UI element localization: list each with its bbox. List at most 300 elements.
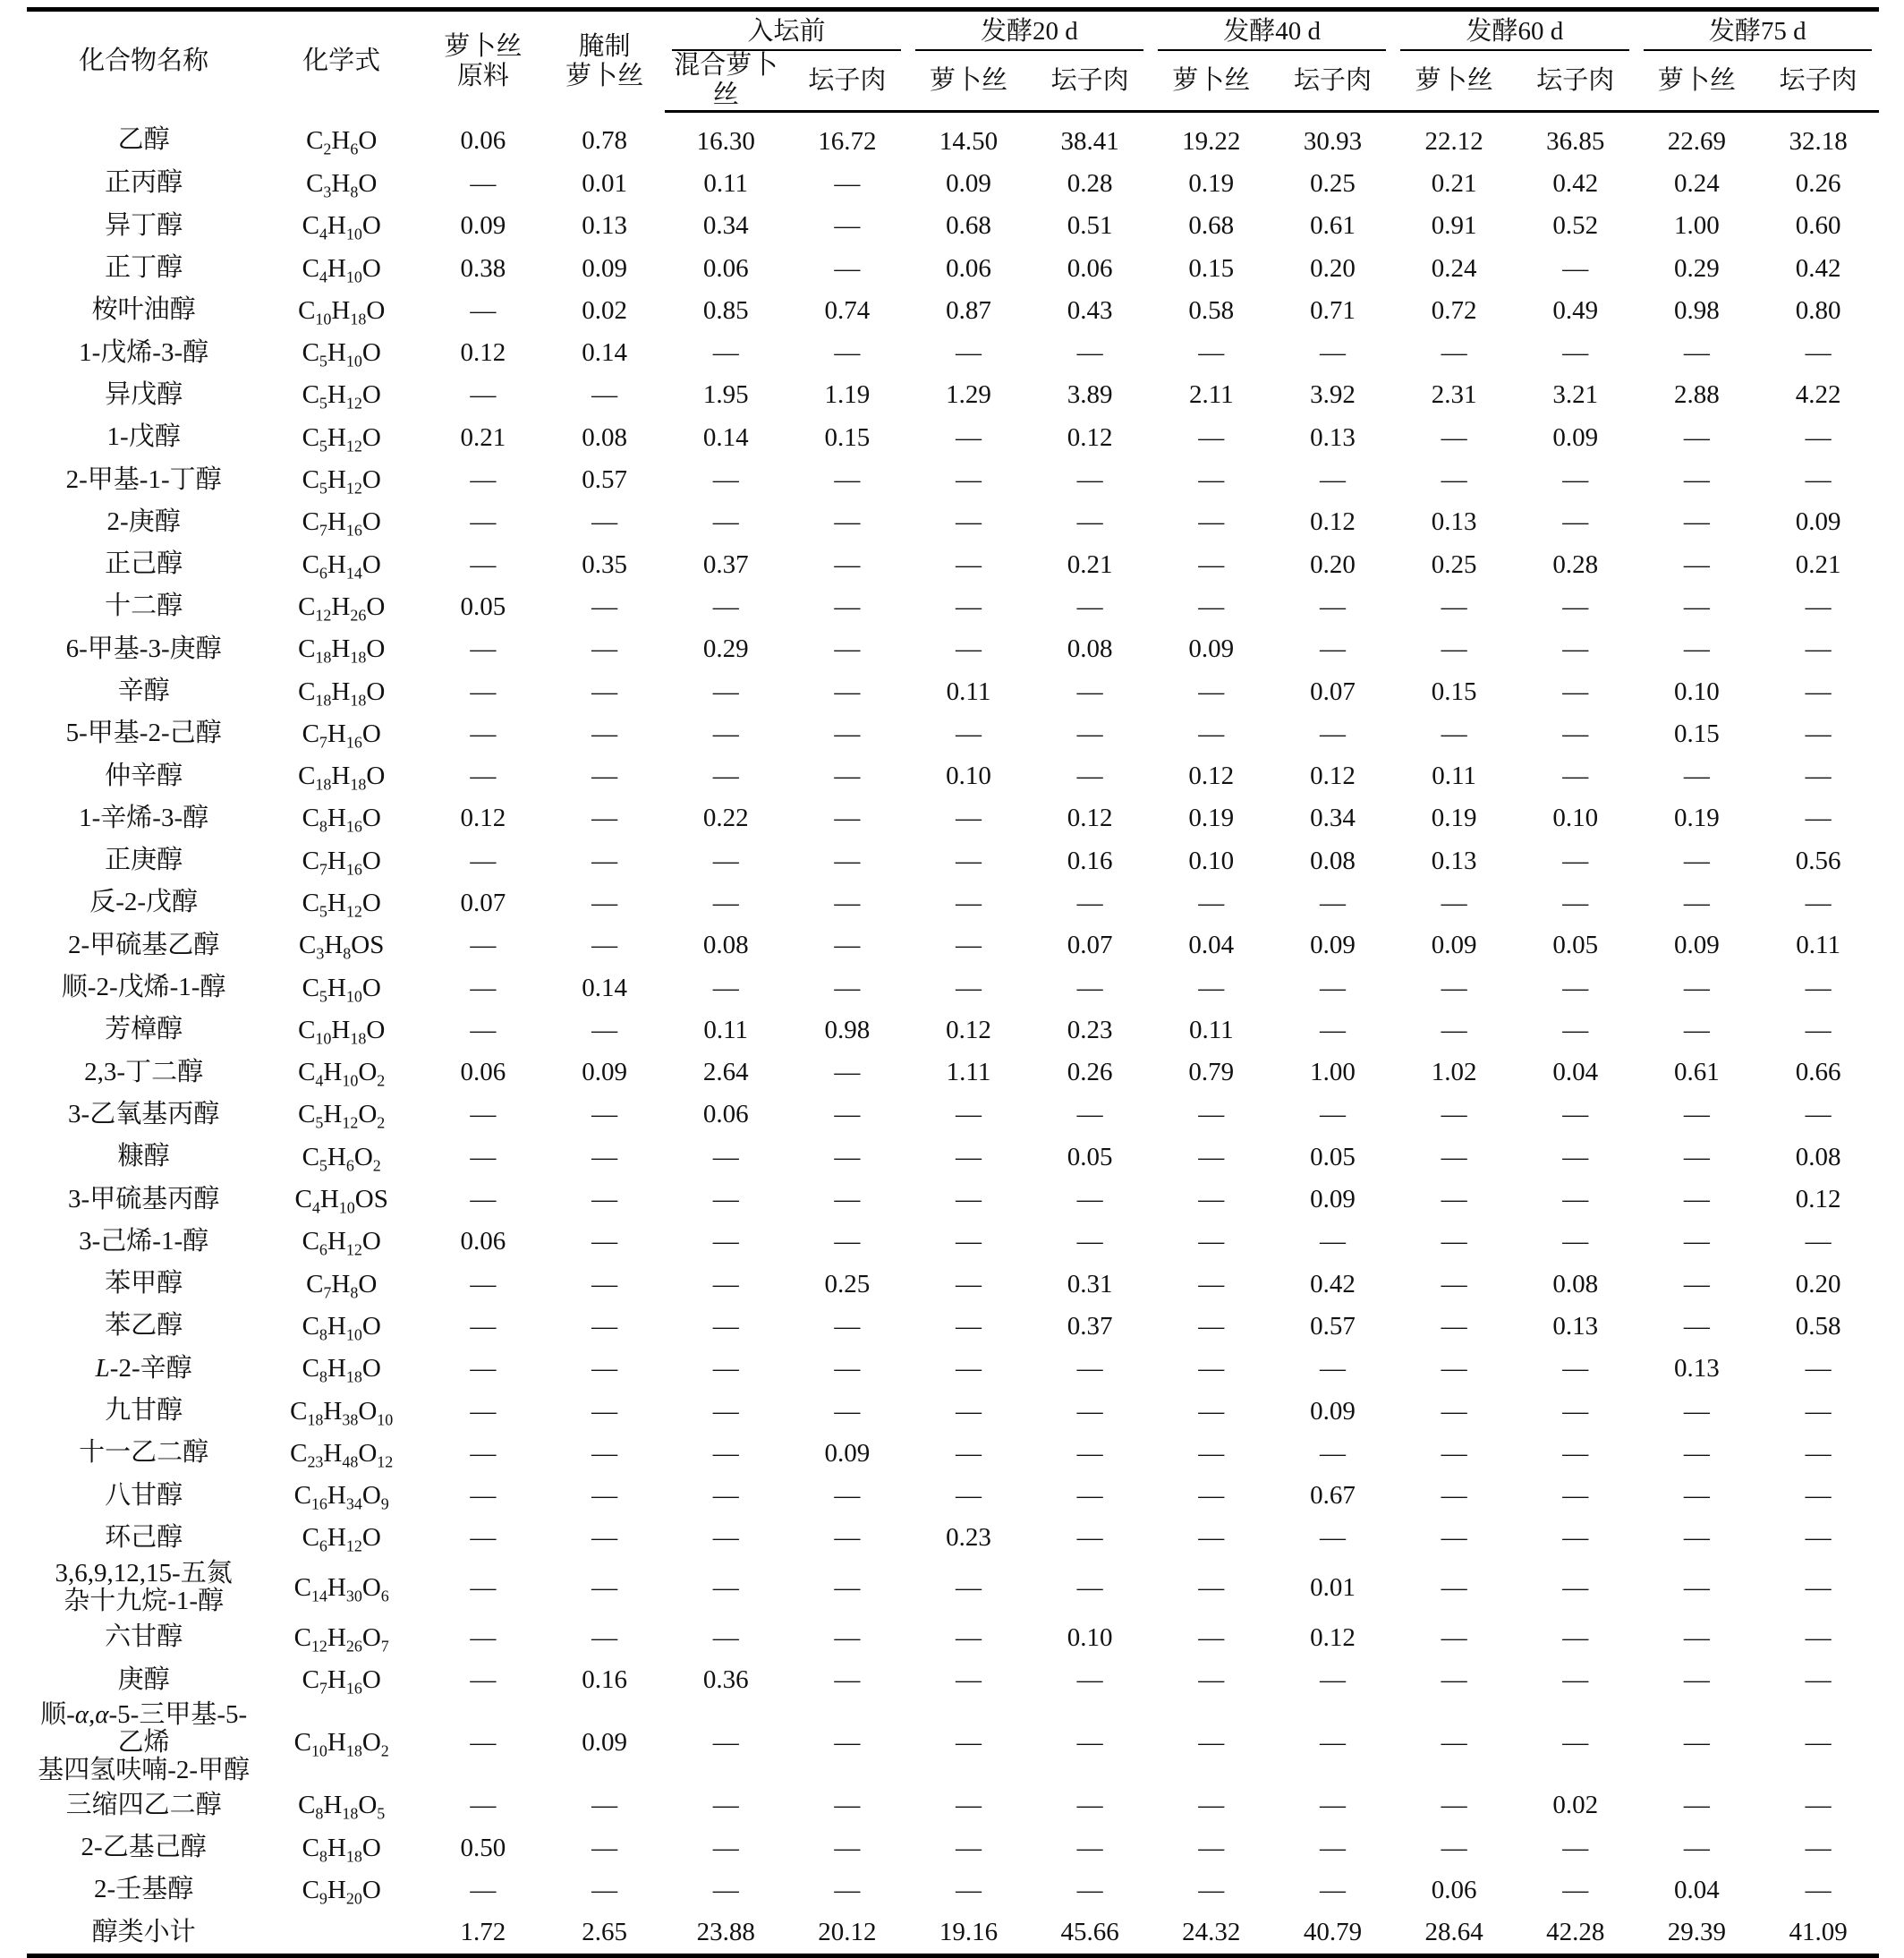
value-cell: —: [1562, 1481, 1589, 1511]
formula-cell: $C_5H_{12}O$: [302, 465, 381, 498]
value-cell: 0.12: [1188, 762, 1235, 791]
total-value-cell: 24.32: [1151, 1911, 1272, 1956]
table-row: [27, 112, 1879, 163]
value-cell: —: [1562, 888, 1589, 917]
value-cell: —: [712, 1523, 739, 1553]
table-row: [27, 458, 1879, 500]
value-cell: —: [591, 1142, 618, 1171]
value-cell: 0.11: [1188, 1015, 1234, 1044]
formula-cell: $C_4H_{10}OS$: [294, 1185, 388, 1217]
value-cell: —: [712, 973, 739, 1002]
value-cell: —: [1805, 1438, 1832, 1468]
value-cell: 0.14: [582, 338, 627, 368]
value-cell: —: [834, 1058, 861, 1087]
value-cell: 0.12: [460, 804, 506, 833]
value-cell: —: [712, 1227, 739, 1256]
value-cell: —: [591, 1438, 618, 1468]
value-cell: —: [712, 719, 739, 748]
value-cell: —: [591, 507, 618, 537]
value-cell: 0.15: [1188, 253, 1235, 283]
value-cell: —: [834, 634, 861, 664]
header-sub-radish: 萝卜丝: [1393, 51, 1515, 112]
formula-cell: $C_4H_{10}O$: [302, 211, 381, 243]
value-cell: —: [956, 1396, 982, 1426]
value-cell: 38.41: [1060, 126, 1119, 156]
header-sub-radish: 萝卜丝: [908, 51, 1030, 112]
value-cell: —: [1683, 1185, 1710, 1214]
value-cell: —: [834, 762, 861, 791]
value-cell: —: [1562, 1354, 1589, 1383]
value-cell: 0.14: [582, 973, 627, 1002]
value-cell: —: [1198, 549, 1225, 579]
value-cell: —: [956, 1185, 982, 1214]
value-cell: —: [1198, 592, 1225, 621]
value-cell: 0.11: [1796, 931, 1840, 960]
value-cell: —: [1198, 1573, 1225, 1603]
formula-cell: $C_5H_{12}O$: [302, 380, 381, 413]
value-cell: 3.92: [1310, 380, 1356, 410]
value-cell: —: [956, 422, 982, 452]
total-row: [27, 1911, 1879, 1956]
value-cell: —: [1198, 1227, 1225, 1256]
compound-name-cell: L-2-辛醇: [95, 1353, 192, 1383]
value-cell: —: [1562, 973, 1589, 1002]
value-cell: 0.08: [582, 422, 627, 452]
value-cell: —: [1198, 1396, 1225, 1426]
value-cell: —: [712, 1875, 739, 1904]
value-cell: 0.26: [1795, 168, 1841, 198]
value-cell: 0.23: [1067, 1015, 1113, 1044]
value-cell: —: [1076, 1665, 1103, 1695]
value-cell: —: [591, 1396, 618, 1426]
value-cell: 0.11: [1432, 762, 1476, 791]
value-cell: 0.24: [1431, 253, 1477, 283]
value-cell: 0.72: [1431, 295, 1477, 325]
value-cell: —: [834, 1728, 861, 1758]
value-cell: —: [712, 1396, 739, 1426]
value-cell: 0.10: [1067, 1622, 1113, 1652]
header-group-day40: [1151, 10, 1393, 52]
value-cell: —: [1562, 634, 1589, 664]
value-cell: 0.23: [946, 1523, 991, 1553]
value-cell: —: [1805, 1227, 1832, 1256]
value-cell: —: [956, 931, 982, 960]
alcohol-compounds-table: [27, 7, 1879, 1958]
value-cell: —: [1198, 422, 1225, 452]
value-cell: 0.10: [1674, 677, 1720, 706]
value-cell: 0.05: [1552, 931, 1599, 960]
value-cell: 0.12: [1067, 804, 1113, 833]
value-cell: 0.35: [582, 549, 627, 579]
value-cell: 16.30: [696, 126, 755, 156]
value-cell: —: [1683, 1100, 1710, 1129]
value-cell: 0.12: [1310, 762, 1356, 791]
compound-name-cell: 异戊醇: [105, 379, 183, 409]
value-cell: —: [956, 1354, 982, 1383]
value-cell: 0.02: [582, 295, 627, 325]
value-cell: 0.04: [1552, 1058, 1599, 1087]
table-row: [27, 1432, 1879, 1474]
value-cell: —: [1076, 1728, 1103, 1758]
value-cell: —: [1076, 1875, 1103, 1904]
value-cell: 0.08: [1310, 846, 1356, 875]
value-cell: 0.15: [824, 422, 871, 452]
formula-cell: $C_8H_{18}O_5$: [298, 1791, 386, 1823]
value-cell: —: [1441, 1269, 1467, 1298]
value-cell: 0.50: [460, 1833, 506, 1862]
value-cell: —: [1076, 338, 1103, 368]
value-cell: —: [1683, 465, 1710, 495]
table-row: [27, 205, 1879, 247]
compound-name-cell: 芳樟醇: [105, 1015, 183, 1044]
table-row: [27, 501, 1879, 543]
value-cell: —: [1805, 422, 1832, 452]
value-cell: —: [1198, 677, 1225, 706]
value-cell: —: [956, 465, 982, 495]
header-group-day20: [908, 10, 1151, 52]
value-cell: 0.58: [1188, 295, 1235, 325]
header-group-label: 发酵40 d: [1223, 16, 1322, 46]
value-cell: —: [712, 846, 739, 875]
value-cell: 0.28: [1067, 168, 1113, 198]
value-cell: —: [1805, 888, 1832, 917]
value-cell: —: [712, 1833, 739, 1862]
value-cell: 1.29: [946, 380, 991, 410]
value-cell: —: [1319, 1791, 1346, 1820]
value-cell: —: [591, 931, 618, 960]
value-cell: —: [1319, 592, 1346, 621]
value-cell: —: [956, 1311, 982, 1341]
value-cell: 0.25: [1431, 549, 1477, 579]
value-cell: —: [1076, 1438, 1103, 1468]
formula-cell: $C_{16}H_{34}O_9$: [293, 1481, 389, 1513]
header-group-label: 发酵75 d: [1708, 16, 1806, 46]
value-cell: —: [1198, 1142, 1225, 1171]
value-cell: 19.22: [1182, 126, 1241, 156]
total-value-cell: 29.39: [1636, 1911, 1758, 1956]
value-cell: —: [470, 507, 497, 537]
value-cell: —: [591, 888, 618, 917]
value-cell: —: [1562, 1438, 1589, 1468]
formula-cell: $C_3H_8O$: [306, 168, 378, 201]
value-cell: —: [1441, 888, 1467, 917]
value-cell: —: [1076, 1481, 1103, 1511]
value-cell: —: [591, 1185, 618, 1214]
value-cell: —: [470, 549, 497, 579]
header-pickled-radish: [544, 10, 666, 112]
header-compound-name: 化合物名称: [27, 10, 260, 112]
value-cell: —: [1198, 1622, 1225, 1652]
value-cell: —: [1441, 592, 1467, 621]
value-cell: 2.11: [1188, 380, 1234, 410]
value-cell: —: [470, 168, 497, 198]
value-cell: —: [1198, 1185, 1225, 1214]
formula-cell: $C_6H_{12}O$: [302, 1227, 381, 1259]
value-cell: 0.43: [1067, 295, 1113, 325]
value-cell: —: [1198, 973, 1225, 1002]
value-cell: —: [956, 634, 982, 664]
value-cell: —: [956, 1665, 982, 1695]
value-cell: 0.12: [1795, 1185, 1841, 1214]
value-cell: 22.69: [1667, 126, 1727, 156]
value-cell: 0.68: [1188, 211, 1235, 241]
total-value-cell: 28.64: [1393, 1911, 1515, 1956]
value-cell: —: [1076, 1100, 1103, 1129]
table-row: [27, 754, 1879, 796]
value-cell: —: [1441, 1396, 1467, 1426]
value-cell: —: [956, 1728, 982, 1758]
table-row: [27, 247, 1879, 289]
header-group-day75: [1636, 10, 1879, 52]
value-cell: 0.51: [1067, 211, 1113, 241]
value-cell: —: [834, 592, 861, 621]
alcohol-compounds-table-container: [27, 7, 1879, 1958]
value-cell: —: [470, 465, 497, 495]
value-cell: —: [1198, 1354, 1225, 1383]
compound-name-cell: 3-甲硫基丙醇: [68, 1184, 220, 1213]
compound-name-cell: 正丁醇: [105, 253, 183, 283]
value-cell: 0.06: [460, 125, 506, 155]
formula-cell: $C_2H_6O$: [306, 125, 378, 158]
total-value-cell: 19.16: [908, 1911, 1030, 1956]
table-row: [27, 881, 1879, 924]
value-cell: 0.79: [1188, 1058, 1235, 1087]
value-cell: —: [470, 1311, 497, 1341]
value-cell: —: [834, 1481, 861, 1511]
value-cell: 0.10: [1552, 804, 1599, 833]
value-cell: —: [591, 1311, 618, 1341]
header-sub-jar-meat: 坛子肉: [1272, 51, 1394, 112]
value-cell: —: [1562, 1100, 1589, 1129]
value-cell: —: [1076, 677, 1103, 706]
value-cell: —: [1441, 1728, 1467, 1758]
value-cell: —: [470, 1142, 497, 1171]
value-cell: 0.09: [582, 1058, 627, 1087]
value-cell: —: [1441, 1438, 1467, 1468]
value-cell: —: [712, 1311, 739, 1341]
table-row: [27, 628, 1879, 670]
value-cell: —: [956, 719, 982, 748]
value-cell: —: [1441, 1833, 1467, 1862]
value-cell: 0.61: [1674, 1058, 1720, 1087]
table-row: [27, 1784, 1879, 1826]
total-value-cell: 20.12: [786, 1911, 908, 1956]
value-cell: —: [470, 1665, 497, 1695]
value-cell: —: [712, 507, 739, 537]
value-cell: —: [470, 1438, 497, 1468]
value-cell: —: [1805, 1481, 1832, 1511]
value-cell: —: [1562, 465, 1589, 495]
table-row: [27, 924, 1879, 966]
value-cell: —: [1441, 1311, 1467, 1341]
value-cell: —: [956, 549, 982, 579]
table-header: [27, 10, 1879, 112]
value-cell: 0.20: [1310, 253, 1356, 283]
value-cell: —: [591, 846, 618, 875]
value-cell: 1.11: [946, 1058, 991, 1087]
value-cell: 0.06: [1067, 253, 1113, 283]
value-cell: 0.34: [702, 211, 749, 241]
value-cell: —: [834, 338, 861, 368]
value-cell: 0.06: [702, 253, 749, 283]
value-cell: 0.37: [702, 549, 749, 579]
table-row: [27, 1305, 1879, 1347]
formula-cell: $C_5H_{12}O_2$: [298, 1100, 386, 1132]
value-cell: —: [1683, 1438, 1710, 1468]
value-cell: —: [470, 1100, 497, 1129]
value-cell: 0.07: [1067, 931, 1113, 960]
value-cell: 22.12: [1424, 126, 1483, 156]
value-cell: —: [712, 465, 739, 495]
value-cell: —: [712, 1354, 739, 1383]
value-cell: —: [956, 1622, 982, 1652]
value-cell: 0.02: [1552, 1791, 1599, 1820]
compound-name-cell: 环己醇: [105, 1522, 183, 1552]
value-cell: —: [834, 253, 861, 283]
value-cell: —: [956, 1142, 982, 1171]
value-cell: —: [470, 1573, 497, 1603]
value-cell: 16.72: [818, 126, 877, 156]
compound-name-cell: 正丙醇: [105, 168, 183, 198]
value-cell: —: [1441, 719, 1467, 748]
value-cell: 0.06: [702, 1100, 749, 1129]
value-cell: —: [591, 1573, 618, 1603]
compound-name-cell: 5-甲基-2-己醇: [65, 719, 222, 748]
value-cell: —: [1319, 1728, 1346, 1758]
value-cell: —: [956, 804, 982, 833]
value-cell: 0.12: [460, 338, 506, 368]
value-cell: —: [1562, 1833, 1589, 1862]
value-cell: —: [834, 1354, 861, 1383]
value-cell: 0.09: [1674, 931, 1720, 960]
value-cell: —: [956, 1833, 982, 1862]
value-cell: —: [1319, 1523, 1346, 1553]
value-cell: —: [1562, 1523, 1589, 1553]
value-cell: —: [1198, 1523, 1225, 1553]
table-row: [27, 1658, 1879, 1700]
value-cell: 1.00: [1310, 1058, 1356, 1087]
value-cell: —: [1805, 677, 1832, 706]
value-cell: —: [1076, 465, 1103, 495]
value-cell: —: [712, 1728, 739, 1758]
value-cell: —: [1683, 1833, 1710, 1862]
value-cell: —: [956, 973, 982, 1002]
value-cell: —: [470, 295, 497, 325]
table-row: [27, 1348, 1879, 1390]
value-cell: —: [470, 1523, 497, 1553]
value-cell: —: [1683, 549, 1710, 579]
value-cell: 0.10: [1188, 846, 1235, 875]
value-cell: —: [1319, 1833, 1346, 1862]
value-cell: 0.15: [1431, 677, 1477, 706]
value-cell: 0.19: [1674, 804, 1720, 833]
value-cell: —: [1805, 1523, 1832, 1553]
table-body: [27, 112, 1879, 1956]
value-cell: 0.08: [702, 931, 749, 960]
value-cell: —: [712, 1269, 739, 1298]
header-group-label: 入坛前: [747, 16, 826, 46]
header-group-label: 发酵60 d: [1466, 16, 1564, 46]
value-cell: 0.29: [1674, 253, 1720, 283]
compound-name-cell: 3-己烯-1-醇: [79, 1226, 209, 1256]
value-cell: —: [591, 1791, 618, 1820]
value-cell: 0.66: [1795, 1058, 1841, 1087]
value-cell: —: [834, 1573, 861, 1603]
value-cell: —: [1319, 888, 1346, 917]
value-cell: —: [1562, 1573, 1589, 1603]
value-cell: —: [1683, 888, 1710, 917]
value-cell: —: [1805, 1875, 1832, 1904]
table-row: [27, 1869, 1879, 1911]
value-cell: —: [591, 1227, 618, 1256]
value-cell: —: [1805, 762, 1832, 791]
value-cell: 0.49: [1552, 295, 1599, 325]
formula-cell: $C_8H_{10}O$: [302, 1311, 381, 1344]
value-cell: —: [1562, 1142, 1589, 1171]
compound-name-cell: 正己醇: [105, 549, 183, 579]
value-cell: 0.09: [1795, 507, 1841, 537]
value-cell: 0.13: [1310, 422, 1356, 452]
formula-cell: $C_{10}H_{18}O$: [298, 295, 386, 328]
value-cell: —: [1076, 1791, 1103, 1820]
value-cell: 0.04: [1674, 1875, 1720, 1904]
value-cell: —: [470, 1269, 497, 1298]
value-cell: —: [1683, 762, 1710, 791]
value-cell: —: [1441, 1622, 1467, 1652]
compound-name-cell: 异丁醇: [105, 210, 183, 240]
value-cell: —: [956, 888, 982, 917]
value-cell: —: [712, 592, 739, 621]
value-cell: —: [1683, 338, 1710, 368]
header-pickled-radish-text: 腌制 萝卜丝: [565, 31, 644, 90]
total-formula-empty: [260, 1911, 422, 1956]
value-cell: 0.26: [1067, 1058, 1113, 1087]
value-cell: —: [470, 973, 497, 1002]
value-cell: —: [834, 1665, 861, 1695]
value-cell: —: [470, 634, 497, 664]
formula-cell: $C_8H_{18}O$: [302, 1354, 381, 1386]
value-cell: —: [834, 1523, 861, 1553]
value-cell: 0.09: [946, 168, 991, 198]
value-cell: —: [956, 1791, 982, 1820]
table-row: [27, 543, 1879, 585]
value-cell: 0.09: [460, 211, 506, 241]
value-cell: 0.08: [1795, 1142, 1841, 1171]
total-value-cell: 40.79: [1272, 1911, 1394, 1956]
value-cell: 0.06: [460, 1227, 506, 1256]
value-cell: —: [591, 719, 618, 748]
value-cell: —: [1441, 634, 1467, 664]
value-cell: 0.15: [1674, 719, 1720, 748]
value-cell: 0.12: [1310, 1622, 1356, 1652]
value-cell: 0.36: [702, 1665, 749, 1695]
header-sub-jar-meat: 坛子肉: [786, 51, 908, 112]
value-cell: —: [591, 634, 618, 664]
value-cell: —: [1076, 1833, 1103, 1862]
total-value-cell: 45.66: [1029, 1911, 1151, 1956]
value-cell: 0.98: [824, 1015, 871, 1044]
value-cell: 0.67: [1310, 1481, 1356, 1511]
compound-name-cell: 桉叶油醇: [91, 295, 196, 325]
formula-cell: $C_7H_{16}O$: [302, 719, 381, 752]
header-sub-radish: 萝卜丝: [1636, 51, 1758, 112]
value-cell: —: [1683, 1015, 1710, 1044]
header-formula: 化学式: [260, 10, 422, 112]
value-cell: 0.12: [946, 1015, 991, 1044]
value-cell: —: [470, 762, 497, 791]
compound-name-cell: 6-甲基-3-庚醇: [65, 634, 222, 663]
header-group-before: [665, 10, 907, 52]
